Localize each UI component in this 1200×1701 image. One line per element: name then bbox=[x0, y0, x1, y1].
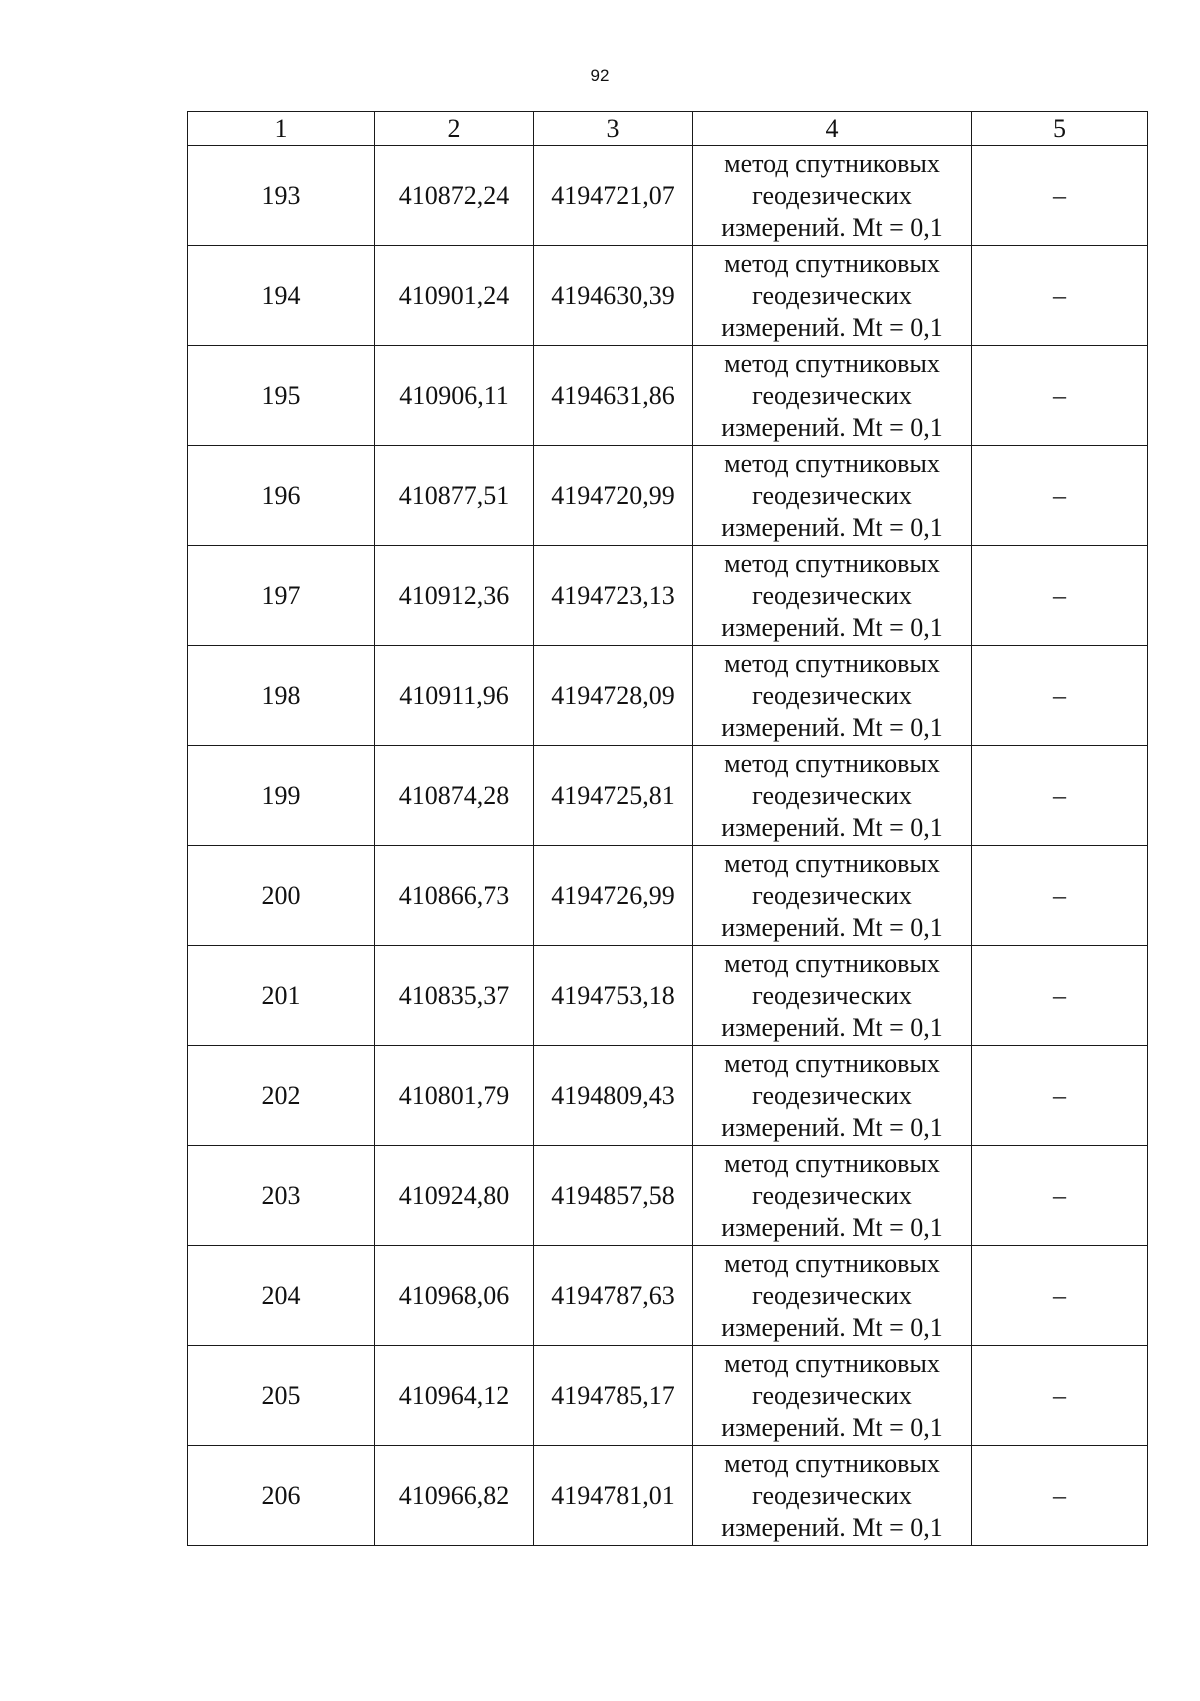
method-text: метод спутниковых геодезических измерений. Mt = 0,1 bbox=[721, 848, 943, 942]
point-number-cell: 193 bbox=[188, 146, 375, 246]
x-coordinate-cell: 410924,80 bbox=[375, 1146, 534, 1246]
table-row bbox=[188, 346, 1148, 446]
y-coordinate-cell: 4194726,99 bbox=[534, 846, 693, 946]
y-coordinate-cell: 4194723,13 bbox=[534, 546, 693, 646]
method-cell bbox=[693, 1046, 972, 1146]
method-text: метод спутниковых геодезических измерений. Mt = 0,1 bbox=[721, 1448, 943, 1542]
note-cell: – bbox=[972, 446, 1148, 546]
column-header-3: 3 bbox=[534, 112, 693, 146]
method-cell bbox=[693, 546, 972, 646]
note-cell: – bbox=[972, 1046, 1148, 1146]
method-cell bbox=[693, 846, 972, 946]
column-header-4: 4 bbox=[693, 112, 972, 146]
method-cell bbox=[693, 1346, 972, 1446]
y-coordinate-cell: 4194721,07 bbox=[534, 146, 693, 246]
method-text: метод спутниковых геодезических измерений. Mt = 0,1 bbox=[721, 248, 943, 342]
y-coordinate-cell: 4194631,86 bbox=[534, 346, 693, 446]
point-number-cell: 199 bbox=[188, 746, 375, 846]
page-number: 92 bbox=[590, 66, 610, 85]
table-header-row bbox=[188, 112, 1148, 146]
method-text: метод спутниковых геодезических измерений. Mt = 0,1 bbox=[721, 448, 943, 542]
x-coordinate-cell: 410835,37 bbox=[375, 946, 534, 1046]
point-number-cell: 198 bbox=[188, 646, 375, 746]
y-coordinate-cell: 4194809,43 bbox=[534, 1046, 693, 1146]
y-coordinate-cell: 4194728,09 bbox=[534, 646, 693, 746]
method-text: метод спутниковых геодезических измерений. Mt = 0,1 bbox=[721, 1048, 943, 1142]
method-text: метод спутниковых геодезических измерений. Mt = 0,1 bbox=[721, 748, 943, 842]
x-coordinate-cell: 410964,12 bbox=[375, 1346, 534, 1446]
method-text: метод спутниковых геодезических измерений. Mt = 0,1 bbox=[721, 148, 943, 242]
table-row bbox=[188, 1446, 1148, 1546]
table-row bbox=[188, 946, 1148, 1046]
point-number-cell: 201 bbox=[188, 946, 375, 1046]
point-number-cell: 200 bbox=[188, 846, 375, 946]
method-text: метод спутниковых геодезических измерений. Mt = 0,1 bbox=[721, 648, 943, 742]
note-cell: – bbox=[972, 946, 1148, 1046]
table-row bbox=[188, 446, 1148, 546]
x-coordinate-cell: 410874,28 bbox=[375, 746, 534, 846]
point-number-cell: 203 bbox=[188, 1146, 375, 1246]
column-header-1: 1 bbox=[188, 112, 375, 146]
note-cell: – bbox=[972, 246, 1148, 346]
x-coordinate-cell: 410801,79 bbox=[375, 1046, 534, 1146]
column-header-2: 2 bbox=[375, 112, 534, 146]
x-coordinate-cell: 410866,73 bbox=[375, 846, 534, 946]
note-cell: – bbox=[972, 1246, 1148, 1346]
x-coordinate-cell: 410872,24 bbox=[375, 146, 534, 246]
y-coordinate-cell: 4194725,81 bbox=[534, 746, 693, 846]
table-row bbox=[188, 1146, 1148, 1246]
y-coordinate-cell: 4194630,39 bbox=[534, 246, 693, 346]
x-coordinate-cell: 410877,51 bbox=[375, 446, 534, 546]
method-cell bbox=[693, 746, 972, 846]
note-cell: – bbox=[972, 546, 1148, 646]
method-cell bbox=[693, 246, 972, 346]
method-cell bbox=[693, 1146, 972, 1246]
point-number-cell: 195 bbox=[188, 346, 375, 446]
table-row bbox=[188, 546, 1148, 646]
point-number-cell: 204 bbox=[188, 1246, 375, 1346]
note-cell: – bbox=[972, 1446, 1148, 1546]
y-coordinate-cell: 4194781,01 bbox=[534, 1446, 693, 1546]
method-cell bbox=[693, 946, 972, 1046]
method-cell bbox=[693, 446, 972, 546]
y-coordinate-cell: 4194753,18 bbox=[534, 946, 693, 1046]
y-coordinate-cell: 4194857,58 bbox=[534, 1146, 693, 1246]
table-row bbox=[188, 1046, 1148, 1146]
note-cell: – bbox=[972, 646, 1148, 746]
y-coordinate-cell: 4194787,63 bbox=[534, 1246, 693, 1346]
note-cell: – bbox=[972, 1346, 1148, 1446]
x-coordinate-cell: 410968,06 bbox=[375, 1246, 534, 1346]
method-text: метод спутниковых геодезических измерений. Mt = 0,1 bbox=[721, 348, 943, 442]
point-number-cell: 206 bbox=[188, 1446, 375, 1546]
table-row bbox=[188, 646, 1148, 746]
note-cell: – bbox=[972, 846, 1148, 946]
method-cell bbox=[693, 1446, 972, 1546]
x-coordinate-cell: 410912,36 bbox=[375, 546, 534, 646]
method-text: метод спутниковых геодезических измерений. Mt = 0,1 bbox=[721, 1348, 943, 1442]
method-text: метод спутниковых геодезических измерений. Mt = 0,1 bbox=[721, 1148, 943, 1242]
column-header-5: 5 bbox=[972, 112, 1148, 146]
point-number-cell: 205 bbox=[188, 1346, 375, 1446]
table-row bbox=[188, 846, 1148, 946]
point-number-cell: 202 bbox=[188, 1046, 375, 1146]
method-cell bbox=[693, 1246, 972, 1346]
note-cell: – bbox=[972, 1146, 1148, 1246]
method-text: метод спутниковых геодезических измерений. Mt = 0,1 bbox=[721, 948, 943, 1042]
x-coordinate-cell: 410966,82 bbox=[375, 1446, 534, 1546]
table-row bbox=[188, 146, 1148, 246]
table-row bbox=[188, 1246, 1148, 1346]
note-cell: – bbox=[972, 146, 1148, 246]
method-text: метод спутниковых геодезических измерений. Mt = 0,1 bbox=[721, 548, 943, 642]
y-coordinate-cell: 4194720,99 bbox=[534, 446, 693, 546]
table-row bbox=[188, 1346, 1148, 1446]
method-cell bbox=[693, 346, 972, 446]
method-text: метод спутниковых геодезических измерений. Mt = 0,1 bbox=[721, 1248, 943, 1342]
x-coordinate-cell: 410911,96 bbox=[375, 646, 534, 746]
coordinates-table bbox=[187, 111, 1148, 1546]
method-cell bbox=[693, 646, 972, 746]
note-cell: – bbox=[972, 346, 1148, 446]
x-coordinate-cell: 410901,24 bbox=[375, 246, 534, 346]
note-cell: – bbox=[972, 746, 1148, 846]
point-number-cell: 197 bbox=[188, 546, 375, 646]
point-number-cell: 196 bbox=[188, 446, 375, 546]
x-coordinate-cell: 410906,11 bbox=[375, 346, 534, 446]
point-number-cell: 194 bbox=[188, 246, 375, 346]
table-row bbox=[188, 746, 1148, 846]
y-coordinate-cell: 4194785,17 bbox=[534, 1346, 693, 1446]
table-row bbox=[188, 246, 1148, 346]
method-cell bbox=[693, 146, 972, 246]
